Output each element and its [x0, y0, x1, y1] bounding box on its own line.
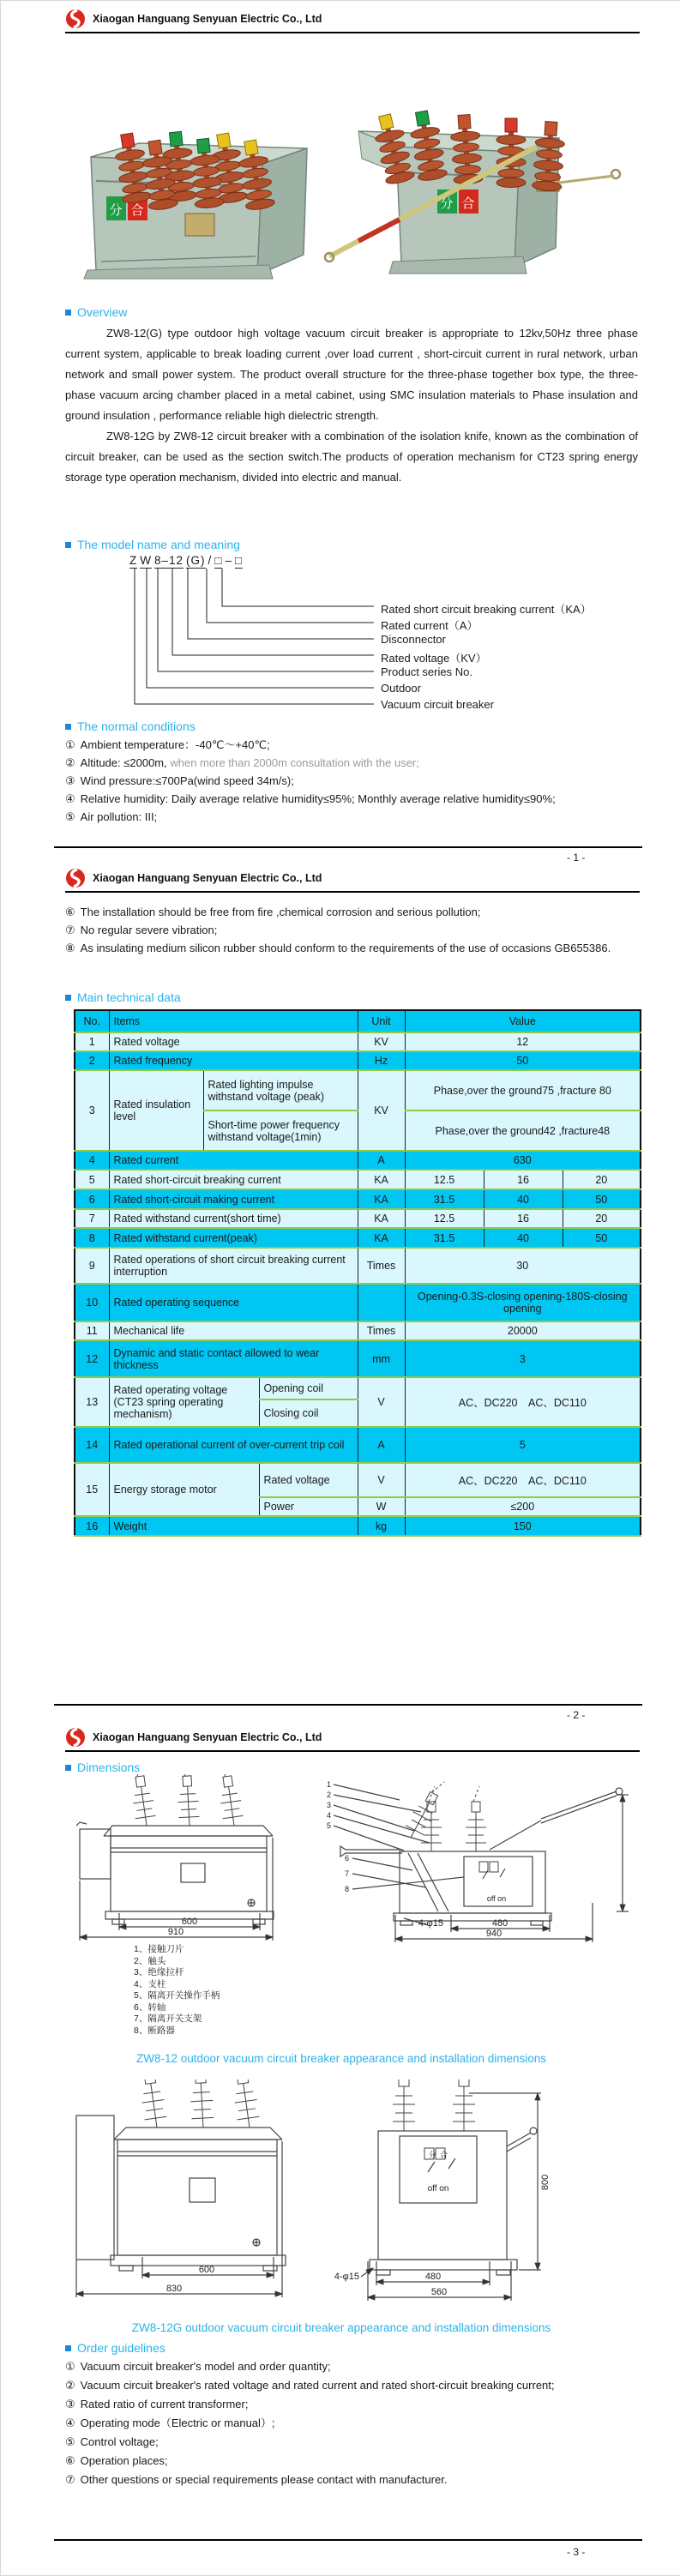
item-text: The installation should be free from fire ,chemical corrosion and serious pollution;: [80, 906, 481, 918]
table-row: 16 Weight kg 150: [75, 1516, 641, 1536]
table-row: 3 Rated insulation level Rated lighting impulse withstand voltage (peak) KV Phase,over the ground75 ,fracture 80: [75, 1070, 641, 1110]
drawing-legend: [134, 1944, 220, 2037]
door-sign-open: 分: [429, 2151, 437, 2159]
legend-item: 3、绝缘拉杆: [134, 1967, 184, 1977]
dim-600: 600: [181, 1917, 198, 1927]
col-unit: Unit: [358, 1010, 405, 1032]
guideline-item: [65, 2452, 638, 2471]
item-number: ③: [65, 2398, 75, 2410]
company-name: Xiaogan Hanguang Senyuan Electric Co., Ltd: [93, 1731, 322, 1743]
header-rule: [65, 891, 640, 893]
table-row: Power W ≤200: [75, 1497, 641, 1516]
section-bullet-icon: [65, 310, 71, 316]
table-row: 6 Rated short-circuit making current KA 31.5 40 50: [75, 1189, 641, 1209]
drawing-zw8-12: [61, 1774, 635, 1942]
table-row: 7 Rated withstand current(short time) KA 12.5 16 20: [75, 1209, 641, 1228]
order-guidelines-title: Order guidelines: [77, 2341, 165, 2355]
item-number: ⑤: [65, 2435, 75, 2448]
table-row: 15 Energy storage motor Rated voltage V AC、DC220 AC、DC110: [75, 1463, 641, 1497]
page3-number: - 3 -: [567, 2546, 586, 2558]
technical-data-table: [74, 1009, 641, 1537]
condition-item: [65, 921, 638, 939]
dim-600: 600: [198, 2265, 215, 2275]
guideline-item: [65, 2357, 638, 2376]
table-row: 12 Dynamic and static contact allowed to wear thickness mm 3: [75, 1340, 641, 1377]
model-label-vcb: Vacuum circuit breaker: [381, 698, 494, 711]
dim-800: 800: [540, 2174, 551, 2191]
model-code-part: /: [208, 554, 213, 567]
item-number: ③: [65, 774, 75, 787]
item-text: Control voltage;: [80, 2435, 159, 2448]
product-photos: [57, 45, 631, 292]
page2-header: [65, 868, 640, 888]
item-text: Operating mode（Electric or manual）;: [80, 2417, 275, 2429]
item-text: Vacuum circuit breaker's rated voltage and rated current and rated short-circuit breaking current;: [80, 2379, 555, 2392]
overview-paragraph-2: ZW8-12G by ZW8-12 circuit breaker with a combination of the isolation knife, known as the combination of circuit breaker, can be used as the section switch.The products of operation mechanism for CT23 spring energy storage type operation mechanism, divided into electric and manual.: [65, 430, 638, 484]
photo-sign-open-2: 分: [440, 196, 454, 211]
model-label-series-no: Product series No.: [381, 665, 472, 678]
model-code-part: □: [234, 554, 244, 567]
model-code: [129, 554, 245, 567]
company-name: Xiaogan Hanguang Senyuan Electric Co., Ltd: [93, 13, 322, 25]
photo-sign-close-2: 合: [461, 196, 475, 211]
dim-480: 480: [491, 1918, 508, 1929]
section-order-guidelines: [65, 2341, 165, 2355]
order-guidelines-list: [65, 2357, 638, 2489]
callout-3: 3: [327, 1801, 332, 1809]
item-number: ①: [65, 738, 75, 751]
item-number: ②: [65, 756, 75, 769]
item-text: Other questions or special requirements please contact with manufacturer.: [80, 2473, 448, 2486]
col-value: Value: [405, 1010, 641, 1032]
drawing1-caption: ZW8-12 outdoor vacuum circuit breaker appearance and installation dimensions: [135, 2052, 546, 2065]
item-text: Ambient temperature：-40℃～+40℃;: [80, 738, 270, 751]
section-bullet-icon: [65, 542, 71, 548]
item-number: ⑧: [65, 942, 75, 954]
legend-item: 1、接触刀片: [134, 1944, 184, 1954]
condition-item: [65, 790, 638, 808]
item-text: Wind pressure:≤700Pa(wind speed 34m/s);: [80, 774, 294, 787]
legend-item: 7、隔离开关支架: [134, 2013, 202, 2024]
company-logo-icon: [65, 1727, 86, 1748]
callout-8: 8: [345, 1885, 350, 1893]
item-number: ⑦: [65, 924, 75, 936]
door-onoff-label: off on: [486, 1894, 507, 1903]
item-number: ①: [65, 2360, 75, 2373]
item-text: Altitude: ≤2000m,: [80, 756, 167, 769]
normal-conditions-title: The normal conditions: [77, 719, 196, 733]
overview-paragraph-1: ZW8-12(G) type outdoor high voltage vacuum circuit breaker is appropriate to 12kv,50Hz three phase current system, applicable to break loading current ,over load current , short-circuit current in rural network, urban network and small power system. The product overall structure for the three-phase together box type, the three-phase vacuum arcing chamber placed in a metal cabinet, using SMC insulation materials to Phase insulation and ground insulation , performance reliable high dielectric strength.: [65, 327, 638, 422]
header-rule: [65, 1750, 640, 1752]
table-row: 4 Rated current A 630: [75, 1151, 641, 1170]
callout-6: 6: [345, 1854, 350, 1863]
company-logo-icon: [65, 9, 86, 29]
page1-header: [65, 9, 640, 29]
callout-1: 1: [327, 1780, 332, 1789]
drawing-zw8-12g: [61, 2079, 635, 2320]
legend-item: 6、转轴: [134, 2001, 166, 2013]
guideline-item: [65, 2433, 638, 2452]
drawing2-caption: ZW8-12G outdoor vacuum circuit breaker appearance and installation dimensions: [131, 2321, 551, 2334]
legend-item: 4、支柱: [134, 1978, 166, 1989]
legend-item: 5、隔离开关操作手柄: [134, 1990, 220, 2001]
item-number: ⑤: [65, 810, 75, 823]
callout-7: 7: [345, 1869, 350, 1878]
photo-breaker-zw8: [84, 130, 307, 279]
conditions-continued-list: [65, 903, 638, 957]
overview-paragraphs: [65, 323, 638, 488]
model-code-part: □: [214, 554, 223, 567]
company-name: Xiaogan Hanguang Senyuan Electric Co., Ltd: [93, 872, 322, 884]
door-sign-close: 合: [440, 2151, 448, 2159]
model-diagram: [65, 554, 640, 717]
table-row: 8 Rated withstand current(peak) KA 31.5 40 50: [75, 1228, 641, 1248]
section-model: [65, 538, 240, 551]
col-no: No.: [75, 1010, 109, 1032]
condition-item: [65, 808, 638, 826]
item-text: Vacuum circuit breaker's model and order quantity;: [80, 2360, 331, 2373]
model-connector-lines: [65, 567, 640, 713]
table-row: Closing coil: [75, 1399, 641, 1427]
dim-940: 940: [485, 1929, 502, 1939]
item-text: Air pollution: III;: [80, 810, 158, 823]
callout-2: 2: [327, 1791, 332, 1799]
page2-footer-rule: [54, 1704, 642, 1706]
item-text-gray: when more than 2000m consultation with the user;: [166, 756, 419, 769]
guideline-item: [65, 2376, 638, 2395]
model-label-outdoor: Outdoor: [381, 682, 421, 695]
normal-conditions-list: [65, 736, 638, 826]
condition-item: [65, 754, 638, 772]
condition-item: [65, 736, 638, 754]
dim-480: 480: [424, 2272, 442, 2282]
item-text: Relative humidity: Daily average relative humidity≤95%; Monthly average relative humidity≤90%;: [80, 792, 556, 805]
item-text: Operation places;: [80, 2454, 168, 2467]
legend-item: 8、断路器: [134, 2025, 175, 2036]
page2-number: - 2 -: [567, 1709, 586, 1721]
item-text: Rated ratio of current transformer;: [80, 2398, 249, 2410]
model-code-part: (G): [186, 554, 206, 567]
guideline-item: [65, 2395, 638, 2414]
guideline-item: [65, 2414, 638, 2433]
condition-item: [65, 939, 638, 957]
item-number: ②: [65, 2379, 75, 2392]
table-row: 14 Rated operational current of over-current trip coil A 5: [75, 1427, 641, 1463]
item-text: No regular severe vibration;: [80, 924, 218, 936]
technical-data-title: Main technical data: [77, 990, 181, 1004]
section-bullet-icon: [65, 724, 71, 730]
page3-footer-rule: [54, 2539, 642, 2541]
dim-holes: 4-φ15: [418, 1918, 443, 1929]
table-header-row: [75, 1010, 641, 1032]
model-label-disconnector: Disconnector: [381, 633, 446, 646]
page1-footer-rule: [54, 846, 642, 848]
legend-item: 2、触头: [134, 1955, 166, 1966]
item-number: ④: [65, 792, 75, 805]
col-items: Items: [109, 1010, 358, 1032]
model-title: The model name and meaning: [77, 538, 240, 551]
section-dimensions: [65, 1760, 140, 1774]
table-row: 13 Rated operating voltage (CT23 spring operating mechanism) Opening coil V AC、DC220 AC、DC110: [75, 1377, 641, 1399]
dim-910: 910: [167, 1927, 184, 1937]
dim-holes: 4-φ15: [334, 2272, 359, 2282]
section-technical-data: [65, 990, 181, 1004]
technical-data-table-wrap: [74, 1009, 641, 1537]
model-code-part: W: [140, 554, 152, 567]
condition-item: [65, 903, 638, 921]
item-number: ⑥: [65, 2454, 75, 2467]
callout-4: 4: [327, 1811, 332, 1820]
item-number: ④: [65, 2417, 75, 2429]
model-label-rated-voltage: Rated voltage（KV）: [381, 652, 487, 665]
overview-title: Overview: [77, 305, 128, 319]
item-number: ⑦: [65, 2473, 75, 2486]
table-row: 2 Rated frequency Hz 50: [75, 1051, 641, 1070]
model-code-part: –: [225, 554, 232, 567]
section-normal-conditions: [65, 719, 196, 733]
section-overview: [65, 305, 127, 319]
table-row: 11 Mechanical life Times 20000: [75, 1321, 641, 1340]
page1-number: - 1 -: [567, 852, 586, 864]
table-row: 5 Rated short-circuit breaking current KA 12.5 16 20: [75, 1170, 641, 1189]
section-bullet-icon: [65, 995, 71, 1001]
model-label-rated-current: Rated current（A）: [381, 619, 478, 632]
page3-header: [65, 1727, 640, 1748]
table-row: 1 Rated voltage KV 12: [75, 1032, 641, 1051]
table-row: 10 Rated operating sequence Opening-0.3S-closing opening-180S-closing opening: [75, 1284, 641, 1321]
dim-830: 830: [165, 2284, 183, 2294]
model-code-part: Z: [129, 554, 138, 567]
photo-sign-close: 合: [130, 203, 144, 218]
guideline-item: [65, 2471, 638, 2489]
item-text: As insulating medium silicon rubber should conform to the requirements of the use of occasions GB655386.: [80, 942, 611, 954]
table-row: Short-time power frequency withstand voltage(1min) Phase,over the ground42 ,fracture48: [75, 1110, 641, 1151]
model-label-breaking-current: Rated short circuit breaking current（KA）: [381, 603, 592, 616]
dim-560: 560: [430, 2287, 448, 2297]
section-bullet-icon: [65, 2345, 71, 2351]
photo-sign-open: 分: [109, 203, 123, 218]
condition-item: [65, 772, 638, 790]
callout-5: 5: [327, 1821, 332, 1830]
dimensions-title: Dimensions: [77, 1760, 141, 1774]
item-number: ⑥: [65, 906, 75, 918]
model-code-part: 8–12: [154, 554, 184, 567]
section-bullet-icon: [65, 1765, 71, 1771]
table-row: 9 Rated operations of short circuit breaking current interruption Times 30: [75, 1248, 641, 1284]
company-logo-icon: [65, 868, 86, 888]
header-rule: [65, 32, 640, 33]
door-onoff-label: off on: [427, 2184, 449, 2194]
photo-breaker-zw8g: [325, 109, 620, 274]
